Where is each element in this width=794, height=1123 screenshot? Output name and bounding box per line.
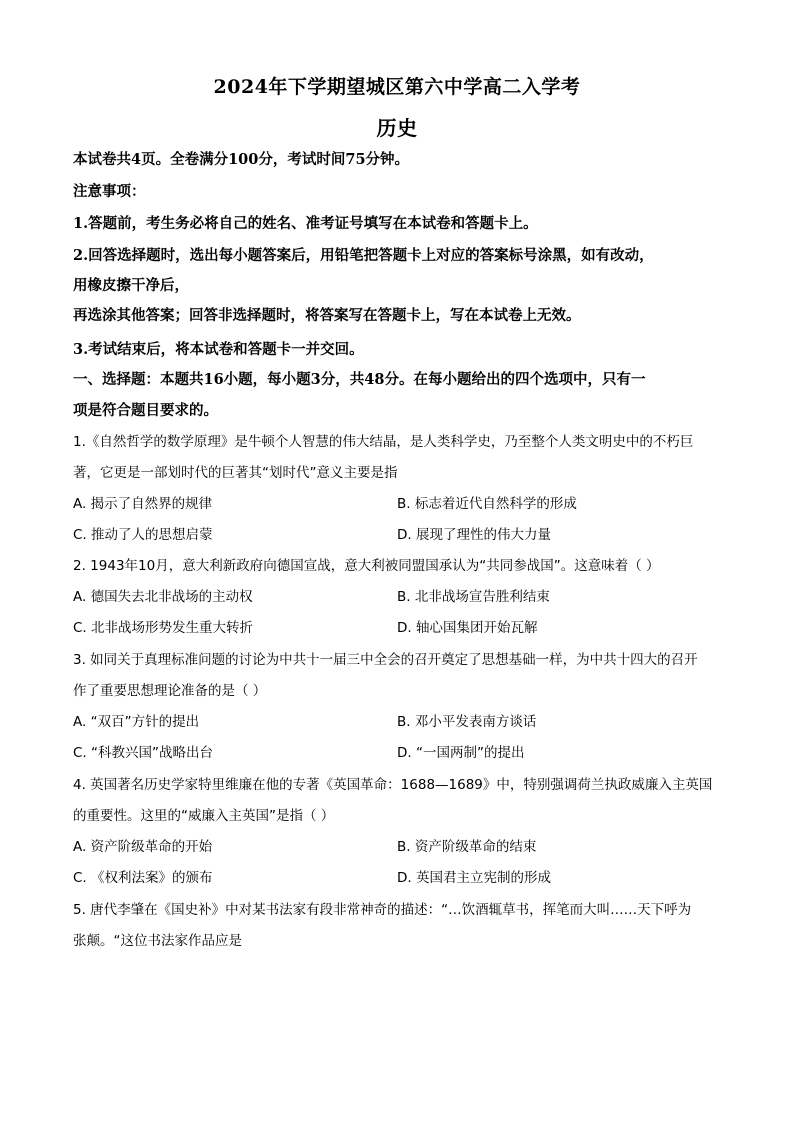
exam-info: 本试卷共4页。全卷满分100分，考试时间75分钟。 bbox=[73, 151, 410, 168]
question-1-option-c: C. 推动了人的思想启蒙 bbox=[73, 527, 213, 543]
notice-item-2-line-3: 再选涂其他答案；回答非选择题时，将答案写在答题卡上，写在本试卷上无效。 bbox=[73, 307, 581, 324]
notice-item-1: 1.答题前，考生务必将自己的姓名、准考证号填写在本试卷和答题卡上。 bbox=[73, 215, 538, 232]
question-4-option-c: C. 《权利法案》的颁布 bbox=[73, 870, 213, 886]
question-2-option-d: D. 轴心国集团开始瓦解 bbox=[397, 620, 538, 636]
section-heading-line-1: 一、选择题：本题共16小题，每小题3分，共48分。在每小题给出的四个选项中，只有一 bbox=[73, 371, 646, 388]
question-1-option-d: D. 展现了理性的伟大力量 bbox=[397, 527, 551, 543]
question-3-stem-line-1: 3. 如同关于真理标准问题的讨论为中共十一届三中全会的召开奠定了思想基础一样，为中共十四大的召开 bbox=[73, 652, 698, 668]
question-1-option-b: B. 标志着近代自然科学的形成 bbox=[397, 496, 577, 512]
notice-item-3: 3.考试结束后，将本试卷和答题卡一并交回。 bbox=[73, 341, 364, 358]
question-3-option-a: A. “双百”方针的提出 bbox=[73, 714, 200, 730]
question-5-stem-line-2: 张颠。“这位书法家作品应是 bbox=[73, 933, 242, 949]
question-3-stem-line-2: 作了重要思想理论准备的是（ ） bbox=[73, 683, 267, 699]
question-1-stem-line-1: 1.《自然哲学的数学原理》是牛顿个人智慧的伟大结晶，是人类科学史，乃至整个人类文明史中的不朽巨 bbox=[73, 434, 694, 450]
question-4-stem-line-1: 4. 英国著名历史学家特里维廉在他的专著《英国革命：1688—1689》中，特别强调荷兰执政威廉入主英国 bbox=[73, 777, 713, 793]
subject-title: 历史 bbox=[376, 116, 418, 140]
question-5-stem-line-1: 5. 唐代李肇在《国史补》中对某书法家有段非常神奇的描述：“…饮酒辄草书，挥笔而大叫……天下呼为 bbox=[73, 902, 692, 918]
question-4-stem-line-2: 的重要性。这里的“威廉入主英国”是指（ ） bbox=[73, 808, 335, 824]
question-2-stem-line-1: 2. 1943年10月，意大利新政府向德国宣战，意大利被同盟国承认为“共同参战国”。这意味着（ ） bbox=[73, 558, 660, 574]
section-heading-line-2: 项是符合题目要求的。 bbox=[73, 402, 218, 419]
question-2-option-c: C. 北非战场形势发生重大转折 bbox=[73, 620, 254, 636]
notice-item-2-line-1: 2.回答选择题时，选出每小题答案后，用铅笔把答题卡上对应的答案标号涂黑，如有改动， bbox=[73, 247, 654, 264]
notice-item-2-line-2: 用橡皮擦干净后， bbox=[73, 277, 189, 294]
question-4-option-d: D. 英国君主立宪制的形成 bbox=[397, 870, 551, 886]
question-3-option-b: B. 邓小平发表南方谈话 bbox=[397, 714, 537, 730]
question-4-option-b: B. 资产阶级革命的结束 bbox=[397, 839, 537, 855]
notice-heading: 注意事项： bbox=[73, 183, 146, 200]
question-1-option-a: A. 揭示了自然界的规律 bbox=[73, 496, 213, 512]
question-2-option-a: A. 德国失去北非战场的主动权 bbox=[73, 589, 253, 605]
question-2-option-b: B. 北非战场宣告胜利结束 bbox=[397, 589, 550, 605]
question-4-option-a: A. 资产阶级革命的开始 bbox=[73, 839, 213, 855]
question-3-option-c: C. “科教兴国”战略出台 bbox=[73, 745, 213, 761]
exam-title: 2024年下学期望城区第六中学高二入学考 bbox=[213, 76, 581, 98]
question-1-stem-line-2: 著，它更是一部划时代的巨著其“划时代”意义主要是指 bbox=[73, 465, 398, 481]
question-3-option-d: D. “一国两制”的提出 bbox=[397, 745, 525, 761]
